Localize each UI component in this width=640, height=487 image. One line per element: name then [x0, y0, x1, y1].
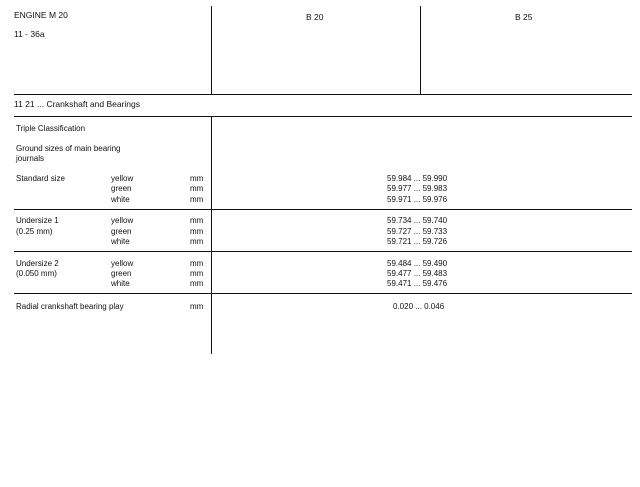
color-class-label: yellow	[111, 259, 134, 268]
column-header-b25: B 25	[515, 12, 533, 22]
group-divider	[14, 209, 632, 210]
color-class-label: yellow	[111, 216, 134, 225]
tolerance-value: 59.984 ... 59.990	[387, 174, 448, 183]
engine-title: ENGINE M 20	[14, 10, 68, 20]
color-class-label: white	[111, 195, 130, 204]
group-sublabel: (0.050 mm)	[16, 269, 57, 278]
tolerance-value: 59.471 ... 59.476	[387, 279, 448, 288]
unit-label: mm	[190, 195, 204, 204]
group-divider	[14, 293, 632, 294]
color-class-label: white	[111, 279, 130, 288]
unit-label: mm	[190, 216, 204, 225]
color-class-label: yellow	[111, 174, 134, 183]
body-divider	[211, 116, 212, 354]
unit-label: mm	[190, 269, 204, 278]
tolerance-value: 59.484 ... 59.490	[387, 259, 448, 268]
section-rule	[14, 116, 632, 117]
group-sublabel: (0.25 mm)	[16, 227, 53, 236]
radial-play-value: 0.020 ... 0.046	[393, 302, 445, 311]
tolerance-value: 59.734 ... 59.740	[387, 216, 448, 225]
tolerance-value: 59.477 ... 59.483	[387, 269, 448, 278]
classification-subtitle-line1: Ground sizes of main bearing	[16, 144, 121, 153]
color-class-label: green	[111, 227, 132, 236]
group-label: Undersize 2	[16, 259, 59, 268]
tolerance-value: 59.977 ... 59.983	[387, 184, 448, 193]
page-reference: 11 - 36a	[14, 29, 45, 39]
unit-label: mm	[190, 302, 204, 311]
classification-title: Triple Classification	[16, 124, 86, 133]
header-divider-right	[420, 6, 421, 94]
column-header-b20: B 20	[306, 12, 324, 22]
unit-label: mm	[190, 174, 204, 183]
section-title: 11 21 ... Crankshaft and Bearings	[14, 99, 141, 109]
group-label: Standard size	[16, 174, 65, 183]
classification-subtitle-line2: journals	[16, 154, 45, 163]
unit-label: mm	[190, 279, 204, 288]
header-divider-left	[211, 6, 212, 94]
tolerance-value: 59.971 ... 59.976	[387, 195, 448, 204]
group-label: Undersize 1	[16, 216, 59, 225]
unit-label: mm	[190, 259, 204, 268]
unit-label: mm	[190, 227, 204, 236]
group-divider	[14, 251, 632, 252]
unit-label: mm	[190, 184, 204, 193]
radial-play-label: Radial crankshaft bearing play	[16, 302, 124, 311]
unit-label: mm	[190, 237, 204, 246]
color-class-label: white	[111, 237, 130, 246]
tolerance-value: 59.727 ... 59.733	[387, 227, 448, 236]
color-class-label: green	[111, 184, 132, 193]
color-class-label: green	[111, 269, 132, 278]
tolerance-value: 59.721 ... 59.726	[387, 237, 448, 246]
header-bottom-rule	[14, 94, 632, 95]
